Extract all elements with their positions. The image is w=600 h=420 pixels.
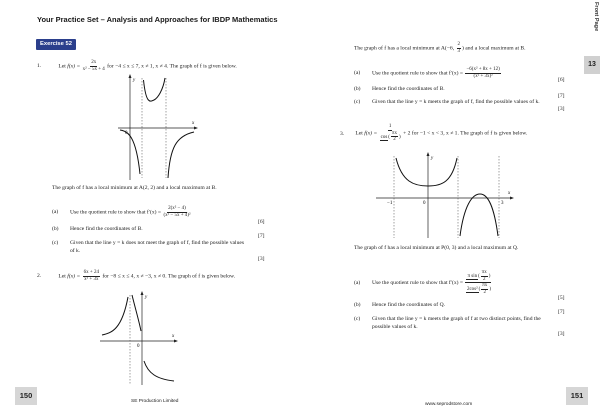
publisher-credit: SE Production Limited <box>131 399 179 404</box>
q2-number: 2. <box>37 273 42 280</box>
q3-tick-minus1: −1 <box>387 201 393 206</box>
q3-after-text: The graph of f has a local minimum at P(0, 3) and a local maximum at Q. <box>354 245 519 251</box>
q2-origin: 0 <box>137 344 140 349</box>
website-link[interactable]: www.seprodstore.com <box>425 402 473 407</box>
q2-part-b: (b) Hence find the coordinates of B. <box>354 86 445 92</box>
q1-part-a: (a) Use the quotient rule to show that f′(x) = $\frac{\text{2(x² − 4)}}{\text{(x² − 5x + 4)²}}$ <box>52 206 191 218</box>
q2-x-label: x <box>172 334 175 339</box>
q3-fraction: 1 cos( $\frac{\pi x}{2}$ ) <box>380 124 401 143</box>
q2-curve-left <box>102 297 128 335</box>
q2-fraction: $\frac{6x + 24}{\text{x² + 3x}}$ <box>83 270 99 282</box>
front-page-label: Front Page <box>593 2 599 32</box>
page-number-right: 151 <box>566 387 588 405</box>
q2-graph <box>100 291 178 387</box>
q3-graph <box>374 152 514 240</box>
q1-number: 1. <box>37 63 42 70</box>
q2-part-a: (a) Use the quotient rule to show that f′(x) = $\frac{\text{−6(x² + 8x + 12)}}{\text{(x² + 3x)²}}$ <box>354 67 500 79</box>
q2-curve-right <box>144 361 174 381</box>
q3-part-a: (a) Use the quotient rule to show that f′(x) = π sin( $\frac{\pi x}{2}$ ) 2cos²( $\frac{\pi x}{2}$ ) <box>354 270 491 295</box>
q1-graph <box>118 74 198 184</box>
q3-part-c-marks: [3] <box>558 331 565 337</box>
q3-part-b-marks: [7] <box>558 309 565 315</box>
q3-x-label: x <box>508 191 511 196</box>
q1-stem: 1. Let f(x) = $\frac{2x}{\text{x² − 5x + 4}}$ for −4 ≤ x ≤ 7, x ≠ 1, x ≠ 4. The graph of f is given below. <box>37 60 237 72</box>
q2-y-label: y <box>145 295 148 300</box>
q2-part-b-marks: [7] <box>558 93 565 99</box>
q1-y-label: y <box>133 78 136 83</box>
q1-part-c-marks: [3] <box>258 256 265 262</box>
q3-part-a-marks: [5] <box>558 295 565 301</box>
q3-origin: 0 <box>423 201 426 206</box>
q1-part-b: (b) Hence find the coordinates of B. <box>52 226 143 232</box>
q1-part-a-marks: [6] <box>258 219 265 225</box>
q2-cont-text: The graph of f has a local minimum at A(−6, $\frac{2}{3}$ ) and a local maximum at B. <box>354 42 526 54</box>
q3-part-c: (c) Given that the line y = k meets the graph of f at two distinct points, find the <box>354 316 541 322</box>
q1-curve-right <box>168 132 194 178</box>
q2-curve-middle <box>132 295 141 331</box>
book-title: Your Practice Set – Analysis and Approaches for IBDP Mathematics <box>37 15 278 24</box>
q1-fraction: $\frac{2x}{\text{x² − 5x + 4}}$ <box>82 60 105 72</box>
q1-part-c-cont: of k. <box>70 248 81 254</box>
q3-number: 3. <box>340 130 345 137</box>
q2-part-a-marks: [6] <box>558 77 565 83</box>
chapter-tab[interactable]: 13 <box>584 56 600 74</box>
q2-part-c-marks: [3] <box>558 106 565 112</box>
q1-part-b-marks: [7] <box>258 233 265 239</box>
q1-origin: 0 <box>125 131 128 136</box>
q2-stem: 2. Let f(x) = $\frac{6x + 24}{\text{x² + 3x}}$ for −8 ≤ x ≤ 4, x ≠ −3, x ≠ 0. The graph of f is given below. <box>37 270 236 282</box>
q2-part-c: (c) Given that the line y = k meets the graph of f, find the possible values of k. <box>354 99 540 105</box>
q3-y-label: y <box>431 156 434 161</box>
q1-x-label: x <box>192 121 195 126</box>
q3-tick-3: 3 <box>501 201 504 206</box>
q3-part-b: (b) Hence find the coordinates of Q. <box>354 302 446 308</box>
q1-curve-middle <box>144 78 166 101</box>
q3-stem: 3. Let f(x) = 1 cos( $\frac{\pi x}{2}$ ) + 2 for −1 < x < 3, x ≠ 1. The graph of f is given below. <box>340 124 528 143</box>
q3-part-c-cont: possible values of k. <box>372 324 418 330</box>
q1-after-text: The graph of f has a local minimum at A(2, 2) and a local maximum at B. <box>52 185 217 191</box>
q1-part-c: (c) Given that the line y = k does not meet the graph of f, find the possible values <box>52 240 245 246</box>
q3-curve-left <box>396 158 457 186</box>
page-number-left: 150 <box>15 387 37 405</box>
exercise-badge: Exercise 52 <box>36 39 76 50</box>
q3-curve-right <box>460 194 498 236</box>
